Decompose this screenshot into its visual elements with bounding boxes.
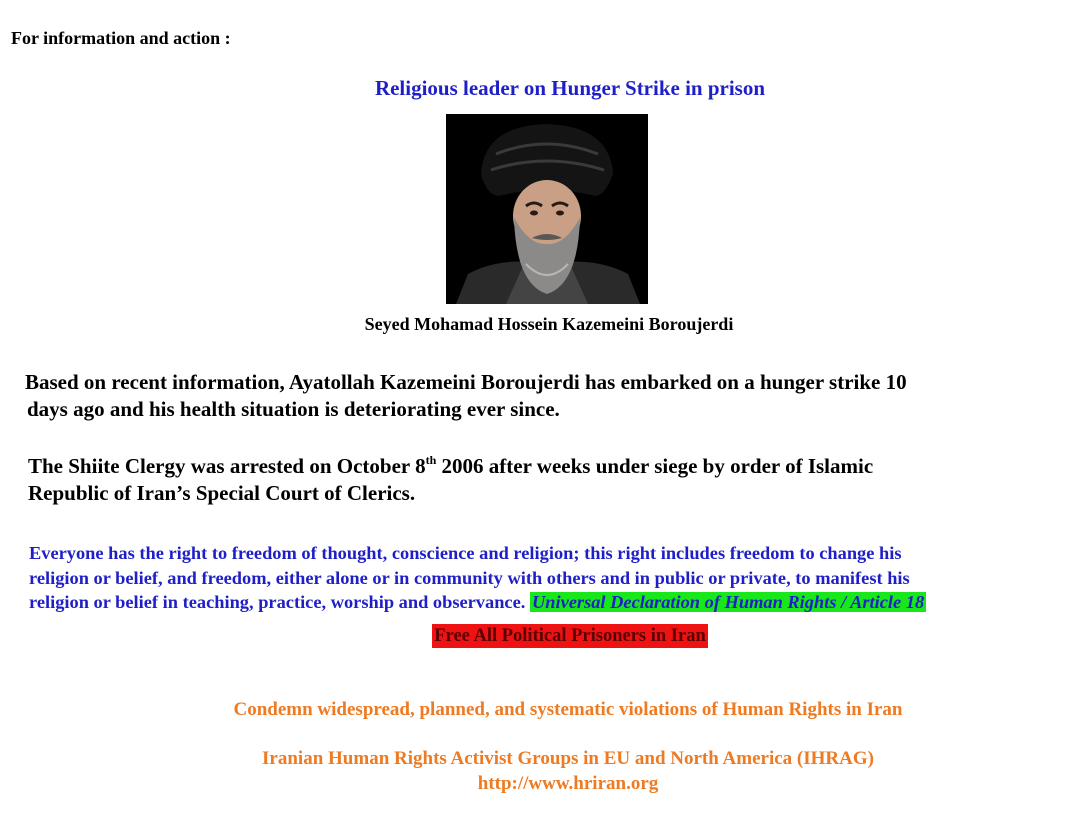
paragraph-2-text-b: 2006 after weeks under siege by order of Islamic (436, 454, 874, 478)
website-url[interactable]: http://www.hriran.org (477, 773, 659, 794)
condemn-statement: Condemn widespread, planned, and systematic violations of Human Rights in Iran (233, 699, 903, 720)
paragraph-2-line-2: Republic of Iran’s Special Court of Clerics. (28, 481, 416, 505)
udhr-article-reference: Universal Declaration of Human Rights / Article 18 (531, 592, 925, 612)
organization-name: Iranian Human Rights Activist Groups in EU and North America (IHRAG) (262, 748, 874, 769)
quote-line-2: religion or belief, and freedom, either alone or in community with others and in public or private, to manifest his (29, 568, 910, 588)
banner-container (0, 624, 1083, 648)
paragraph-2-line-1 (28, 453, 873, 480)
quote-line-1: Everyone has the right to freedom of thought, conscience and religion; this right includes freedom to change his (29, 543, 902, 563)
quote-line-3 (29, 590, 926, 614)
paragraph-2-text-a: The Shiite Clergy was arrested on October 8 (28, 454, 426, 478)
free-prisoners-banner: Free All Political Prisoners in Iran (434, 626, 706, 646)
headline: Religious leader on Hunger Strike in prison (374, 76, 766, 100)
intro-text: For information and action : (11, 28, 231, 48)
ordinal-suffix: th (425, 453, 437, 467)
paragraph-1-line-1: Based on recent information, Ayatollah Kazemeini Boroujerdi has embarked on a hunger strike 10 (25, 370, 907, 394)
paragraph-1-line-2: days ago and his health situation is deteriorating ever since. (27, 397, 560, 421)
portrait-photo (446, 114, 648, 304)
photo-caption: Seyed Mohamad Hossein Kazemeini Boroujerdi (364, 314, 734, 334)
quote-text: religion or belief in teaching, practice, worship and observance. (29, 592, 526, 612)
portrait-icon (446, 114, 648, 304)
